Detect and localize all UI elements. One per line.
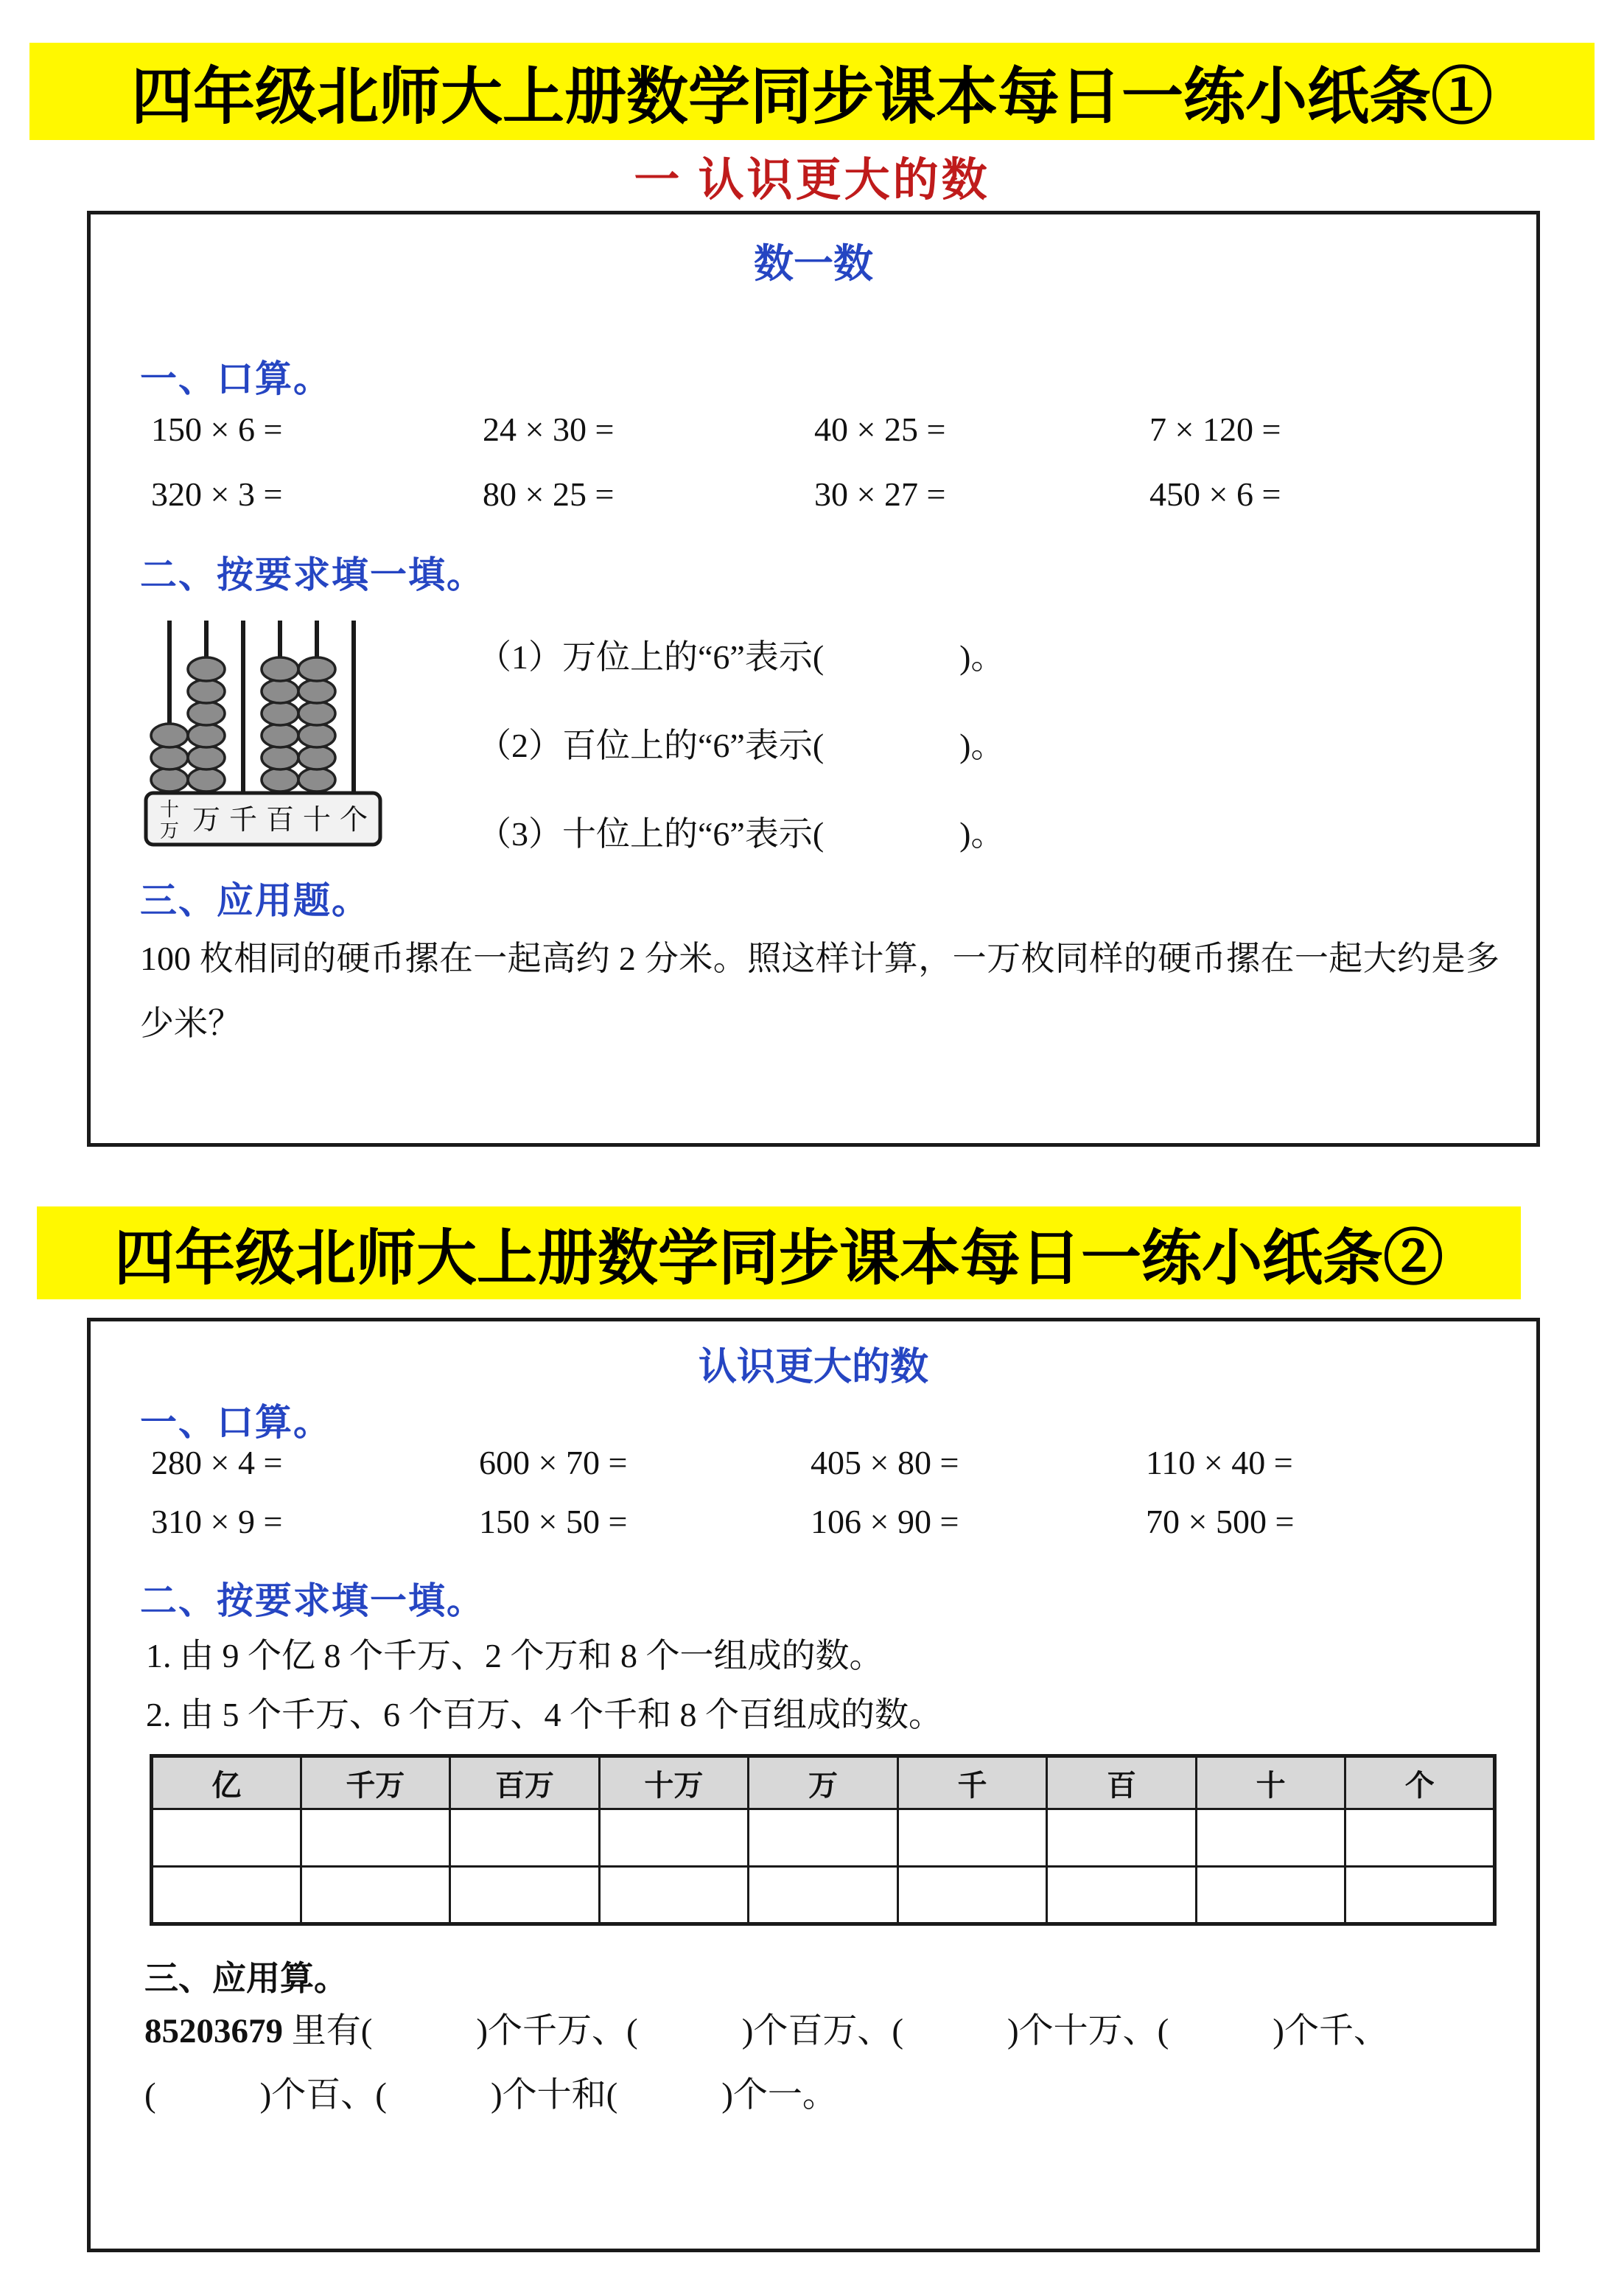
- place-value-row: [152, 1867, 1495, 1924]
- sheet1-oral-heading: 一、口算。: [140, 358, 332, 399]
- math-problem: 70 × 500 =: [1146, 1503, 1295, 1540]
- place-value-header: 亿: [152, 1756, 301, 1809]
- place-value-cell: [301, 1867, 450, 1924]
- sheet2-box: [87, 1318, 1540, 2252]
- svg-text:万: 万: [192, 805, 221, 836]
- place-value-header: 百万: [450, 1756, 600, 1809]
- math-problem: 7 × 120 =: [1149, 411, 1281, 448]
- place-value-cell: [599, 1867, 749, 1924]
- word-problem-text: 100 枚相同的硬币摞在一起高约 2 分米。照这样计算，一万枚同样的硬币摞在一起大约是多少米？: [140, 940, 1499, 1042]
- sheet1-box: [87, 211, 1540, 1147]
- math-problem: 280 × 4 =: [151, 1444, 283, 1481]
- math-problem: 150 × 50 =: [479, 1503, 628, 1540]
- math-problem: 405 × 80 =: [811, 1444, 959, 1481]
- sheet2-oral-heading: 一、口算。: [140, 1402, 332, 1443]
- svg-text:十: 十: [159, 799, 180, 820]
- place-value-header-row: [152, 1756, 1495, 1809]
- sheet2-banner: [37, 1206, 1521, 1299]
- place-value-header: 十万: [599, 1756, 749, 1809]
- sheet2-banner-title: 四年级北师大上册数学同步课本每日一练小纸条②: [113, 1224, 1443, 1292]
- fill-blank-item: （2）百位上的“6”表示( )。: [477, 727, 1005, 764]
- math-problem: 24 × 30 =: [483, 411, 615, 448]
- place-value-header: 千: [897, 1756, 1047, 1809]
- place-value-cell: [1196, 1809, 1345, 1867]
- svg-text:十: 十: [302, 805, 332, 836]
- place-value-header: 个: [1345, 1756, 1495, 1809]
- sheet1-banner-title: 四年级北师大上册数学同步课本每日一练小纸条①: [130, 61, 1493, 131]
- place-value-table: [150, 1754, 1497, 1926]
- sheet1-banner: [29, 43, 1595, 140]
- place-value-cell: [749, 1867, 898, 1924]
- math-problem: 110 × 40 =: [1146, 1444, 1293, 1481]
- svg-text:个: 个: [339, 805, 368, 836]
- abacus-figure: [141, 610, 388, 850]
- math-problem: 106 × 90 =: [811, 1503, 959, 1540]
- math-problem: 80 × 25 =: [483, 475, 615, 513]
- place-value-cell: [1047, 1809, 1197, 1867]
- sheet1-word-problem-heading: 三、应用题。: [140, 880, 370, 921]
- place-value-cell: [1345, 1809, 1495, 1867]
- place-value-cell: [749, 1809, 898, 1867]
- place-value-header: 万: [749, 1756, 898, 1809]
- place-value-cell: [152, 1809, 301, 1867]
- place-value-header: 十: [1196, 1756, 1345, 1809]
- place-value-header: 千万: [301, 1756, 450, 1809]
- sheet2-title: 认识更大的数: [698, 1346, 928, 1388]
- abacus-svg: [141, 610, 388, 850]
- unit-title: 一 认识更大的数: [634, 155, 990, 206]
- place-value-row: [152, 1809, 1495, 1867]
- place-value-cell: [450, 1867, 600, 1924]
- sheet2-fill-heading: 二、按要求填一填。: [140, 1580, 485, 1621]
- place-value-cell: [599, 1809, 749, 1867]
- svg-text:百: 百: [265, 805, 295, 836]
- math-problem: 310 × 9 =: [151, 1503, 283, 1540]
- fill-blank-item: （3）十位上的“6”表示( )。: [477, 815, 1005, 853]
- sheet2-application-heading: 三、应用算。: [144, 1959, 348, 1997]
- math-problem: 600 × 70 =: [479, 1444, 628, 1481]
- place-value-cell: [1047, 1867, 1197, 1924]
- place-value-header: 百: [1047, 1756, 1197, 1809]
- place-value-cell: [897, 1809, 1047, 1867]
- place-value-cell: [897, 1867, 1047, 1924]
- svg-text:万: 万: [159, 820, 180, 842]
- math-problem: 30 × 27 =: [814, 475, 946, 513]
- place-value-cell: [450, 1809, 600, 1867]
- application-line-2: ( )个百、( )个十和( )个一。: [144, 2076, 837, 2114]
- math-problem: 450 × 6 =: [1149, 475, 1281, 513]
- math-problem: 150 × 6 =: [151, 411, 283, 448]
- application-line-1: 85203679 里有( )个千万、( )个百万、( )个十万、( )个千、: [144, 2012, 1388, 2050]
- compose-number-item: 2. 由 5 个千万、6 个百万、4 个千和 8 个百组成的数。: [146, 1696, 942, 1733]
- math-problem: 40 × 25 =: [814, 411, 946, 448]
- sheet1-fill-heading: 二、按要求填一填。: [140, 554, 485, 595]
- application-number: 85203679: [144, 2012, 283, 2050]
- sheet1-title: 数一数: [754, 242, 873, 286]
- place-value-cell: [1196, 1867, 1345, 1924]
- place-value-cell: [152, 1867, 301, 1924]
- fill-blank-item: （1）万位上的“6”表示( )。: [477, 638, 1005, 676]
- compose-number-item: 1. 由 9 个亿 8 个千万、2 个万和 8 个一组成的数。: [146, 1637, 883, 1674]
- svg-text:千: 千: [228, 805, 258, 836]
- place-value-cell: [301, 1809, 450, 1867]
- math-problem: 320 × 3 =: [151, 475, 283, 513]
- place-value-cell: [1345, 1867, 1495, 1924]
